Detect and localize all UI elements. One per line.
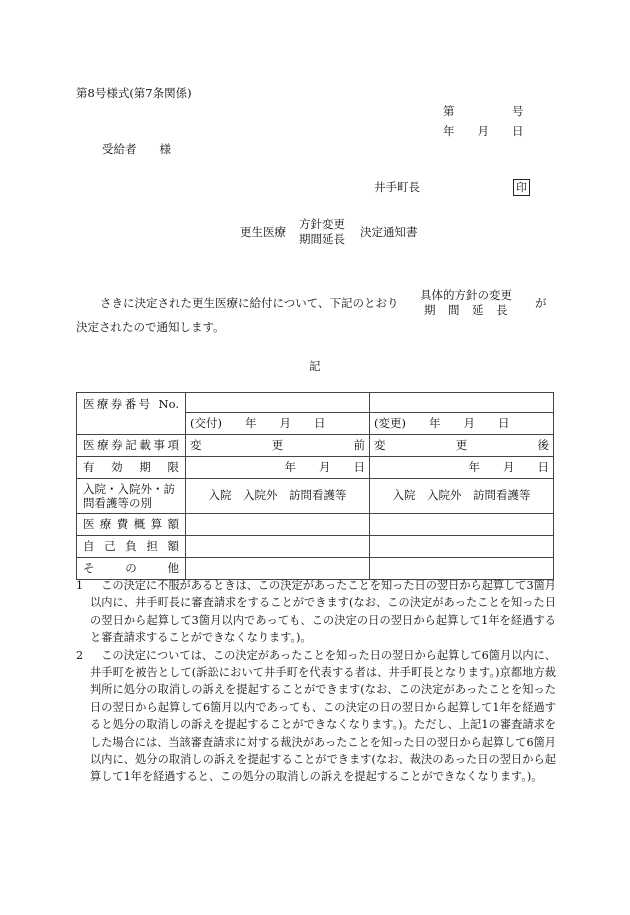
self-pay-right <box>370 536 554 558</box>
validity-label: 有効期限 <box>77 457 186 479</box>
cost-estimate-right <box>370 514 554 536</box>
ticket-entries-label: 医療券記載事項 <box>77 435 186 457</box>
note-item <box>76 647 556 786</box>
ticket-number-left <box>186 393 370 413</box>
title-right: 決定通知書 <box>360 225 418 239</box>
table-row <box>77 393 554 413</box>
body-option-extension: 期 間 延 長 <box>424 303 508 317</box>
form-number: 第8号様式(第7条関係) <box>76 86 192 100</box>
validity-right: 年 月 日 <box>370 457 554 479</box>
body-option-policy-change: 具体的方針の変更 <box>420 288 512 302</box>
ticket-number-label: 医療券番号 No. <box>77 393 186 435</box>
note-text: この決定については、この決定があったことを知った日の翌日から起算して6箇月以内に、井手町を被告として(訴訟において井手町を代表する者は、井手町長となります。)京都地方裁判所に処分の取消しの訴えを提起することができます(なお、この決定があったことを知った日の翌日から起算して6箇月以内であっても、この決定の日の翌日から起算して1年を経過すると処分の取消しの訴えを提起することができなくなります。)。ただし、上記1の審査請求をした場合には、当該審査請求に対する裁決があったことを知った日の翌日から起算して6箇月以内に、処分の取消しの訴えを提起することができます(なお、裁決のあった日の翌日から起算して1年を経過すると、この処分の取消しの訴えを提起することができなくなります。)。 <box>90 648 556 784</box>
note-number: 2 <box>76 648 84 662</box>
notes <box>76 577 556 786</box>
body-options <box>420 288 512 318</box>
title-left: 更生医療 <box>240 225 286 239</box>
cost-estimate-left <box>186 514 370 536</box>
cost-estimate-label: 医療費概算額 <box>77 514 186 536</box>
entries-after-a: 変 <box>374 437 386 452</box>
title-option-extension: 期間延長 <box>299 232 345 246</box>
note-text: この決定に不服があるときは、この決定があったことを知った日の翌日から起算して3箇月以内に、井手町長に審査請求をすることができます(なお、この決定があったことを知った日の翌日から起算して3箇月以内であっても、この決定の日の翌日から起算して1年を経過すると審査請求することができなくなります。)。 <box>90 579 556 645</box>
change-date-cell: (変更) 年 月 日 <box>370 412 554 434</box>
seal-mark: 印 <box>513 179 530 196</box>
entries-before-b: 更 <box>271 437 284 452</box>
validity-left: 年 月 日 <box>186 457 370 479</box>
ki-heading: 記 <box>309 359 321 373</box>
document-date: 年 月 日 <box>443 124 524 138</box>
ticket-number-right <box>370 393 554 413</box>
other-label-b: の <box>125 560 137 575</box>
other-label-a: そ <box>83 560 95 575</box>
table-row <box>77 479 554 514</box>
entries-before-a: 変 <box>190 437 202 452</box>
entries-after-c: 後 <box>537 437 549 452</box>
body-text-line2: 決定されたので通知します。 <box>76 320 225 334</box>
self-pay-left <box>186 536 370 558</box>
recipient-name: 受給者 様 <box>102 142 171 156</box>
body-text-ga: が <box>535 296 547 310</box>
other-label-c: 他 <box>167 560 179 575</box>
note-number: 1 <box>76 579 84 592</box>
record-table <box>76 392 554 580</box>
table-row <box>77 457 554 479</box>
entries-after-b: 更 <box>455 437 468 452</box>
issue-date-cell: (交付) 年 月 日 <box>186 412 370 434</box>
note-item <box>76 577 556 647</box>
table-row <box>77 514 554 536</box>
table-row <box>77 536 554 558</box>
issuer-name: 井手町長 <box>374 180 420 194</box>
care-type-label: 入院・入院外・訪問看護等の別 <box>77 479 186 514</box>
care-type-left: 入院 入院外 訪問看護等 <box>186 479 370 514</box>
entries-before-c: 前 <box>353 437 365 452</box>
document-number: 第 号 <box>443 104 524 118</box>
entries-before-cell <box>186 435 370 457</box>
self-pay-label: 自己負担額 <box>77 536 186 558</box>
entries-after-cell <box>370 435 554 457</box>
care-type-right: 入院 入院外 訪問看護等 <box>370 479 554 514</box>
title-options <box>299 217 345 247</box>
title-option-policy: 方針変更 <box>299 217 345 231</box>
body-text-before: さきに決定された更生医療に給付について、下記のとおり <box>100 296 399 310</box>
table-row <box>77 435 554 457</box>
